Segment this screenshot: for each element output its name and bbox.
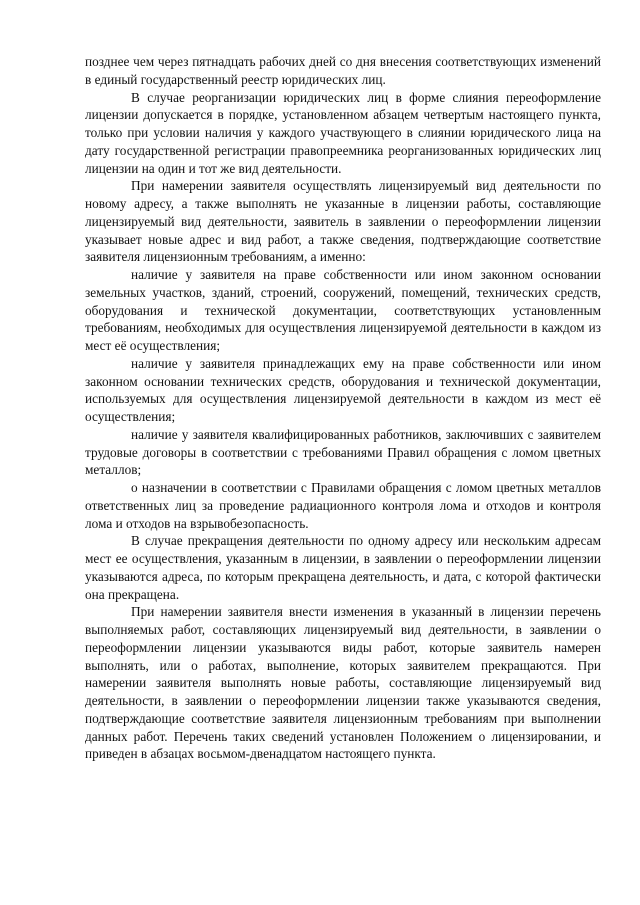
- paragraph-land-buildings: наличие у заявителя на праве собственности или ином законном основании земельных участков, зданий, строений, сооружений, помещений, технических средств, оборудования и технической документации, соответствующих установленным требованиям, необходимых для осуществления лицензируемой деятельности в каждом из мест её осуществления;: [85, 267, 601, 353]
- paragraph-work-changes: При намерении заявителя внести изменения в указанный в лицензии перечень выполняемых работ, составляющих лицензируемый вид деятельности, в заявлении о переоформлении лицензии указываются виды работ, которые заявитель намерен выполнять, или о работах, выполнение, которых заявителем прекращаются. При намерении заявителя выполнять новые работы, составляющие лицензируемый вид деятельности, в заявлении о переоформлении лицензии также указываются сведения, подтверждающие соответствие заявителя лицензионным требованиям при выполнении данных работ. Перечень таких сведений установлен Положением о лицензировании, и приведен в абзацах восьмом-двенадцатом настоящего пункта.: [85, 604, 601, 762]
- paragraph-new-address: При намерении заявителя осуществлять лицензируемый вид деятельности по новому адресу, а также выполнять не указанные в лицензии работы, составляющие лицензируемый вид деятельности, заявитель в заявлении о переоформлении лицензии указывает новые адрес и вид работ, а также сведения, подтверждающие соответствие заявителя лицензионным требованиям, а именно:: [85, 178, 601, 265]
- paragraph-continuation: позднее чем через пятнадцать рабочих дней со дня внесения соответствующих изменений в единый государственный реестр юридических лиц.: [85, 54, 601, 87]
- paragraph-reorganization-merger: В случае реорганизации юридических лиц в форме слияния переоформление лицензии допускается в порядке, установленном абзацем четвертым настоящего пункта, только при условии наличия у каждого участвующего в слиянии юридического лица на дату государственной регистрации правопреемника реорганизованных юридических лиц лицензии на один и тот же вид деятельности.: [85, 89, 601, 176]
- paragraph-technical-means: наличие у заявителя принадлежащих ему на праве собственности или ином законном основании технических средств, оборудования и технической документации, используемых для осуществления лицензируемой деятельности в каждом из мест её осуществления;: [85, 355, 601, 424]
- paragraph-termination: В случае прекращения деятельности по одному адресу или нескольким адресам мест ее осуществления, указанным в лицензии, в заявлении о переоформлении лицензии указываются адреса, по которым прекращена деятельность, и дата, с которой фактически она прекращена.: [85, 533, 601, 602]
- paragraph-responsible-persons: о назначении в соответствии с Правилами обращения с ломом цветных металлов ответственных лиц за проведение радиационного контроля лома и отходов и контроля лома и отходов на взрывобезопасность.: [85, 480, 601, 531]
- document-page: [85, 53, 601, 763]
- paragraph-qualified-workers: наличие у заявителя квалифицированных работников, заключивших с заявителем трудовые договоры в соответствии с требованиями Правил обращения с ломом цветных металлов;: [85, 426, 601, 478]
